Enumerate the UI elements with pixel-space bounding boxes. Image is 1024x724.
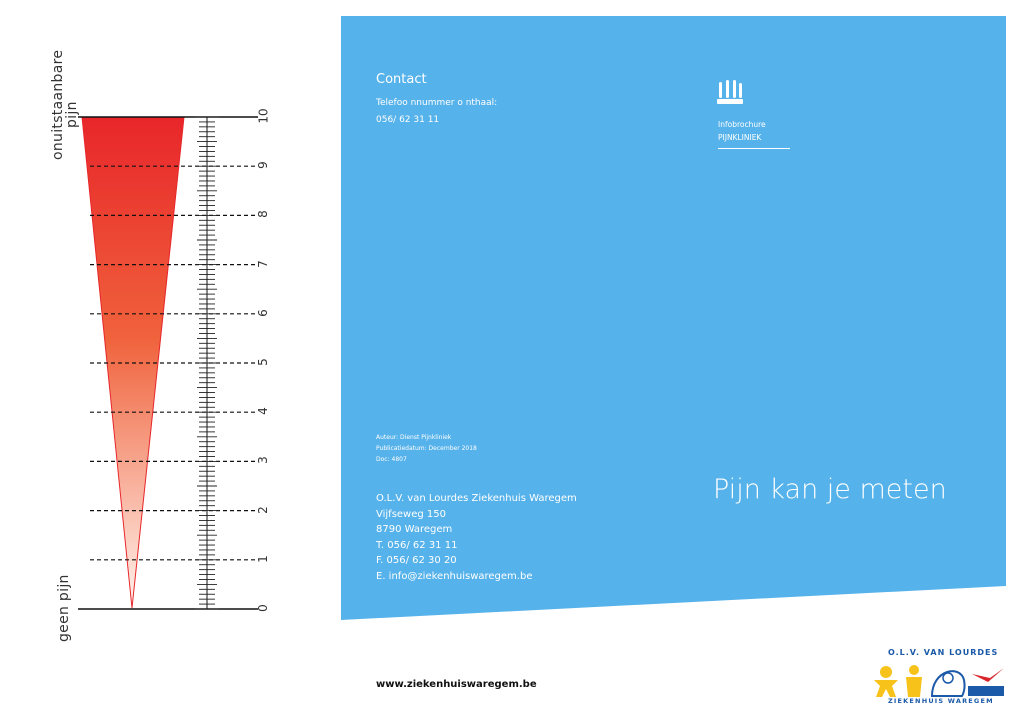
page-title: Pijn kan je meten: [713, 474, 947, 505]
scale-top-label: onuitstaanbare: [50, 49, 66, 160]
scale-tick-label: 5: [255, 358, 270, 366]
scale-tick-label: 1: [255, 554, 270, 563]
logo-subtitle: ZIEKENHUIS WAREGEM: [888, 697, 994, 705]
address-line: E. info@ziekenhuiswaregem.be: [376, 571, 533, 582]
brochure-department: PIJNKLINIEK: [718, 133, 762, 142]
website-link[interactable]: www.ziekenhuiswaregem.be: [376, 679, 537, 690]
address-line: 8790 Waregem: [376, 524, 453, 535]
scale-tick-label: 3: [255, 456, 270, 465]
scale-tick-label: 0: [255, 604, 270, 612]
contact-title: Contact: [376, 72, 427, 87]
scale-bottom-label: geen pijn: [56, 574, 72, 642]
phone-label: Telefoo nnummer o nthaal:: [376, 98, 498, 108]
address-line: T. 056/ 62 31 11: [376, 540, 458, 551]
address-line: O.L.V. van Lourdes Ziekenhuis Waregem: [376, 493, 577, 504]
publication-date: Publicatiedatum: December 2018: [376, 445, 477, 452]
scale-tick-label: 9: [255, 161, 270, 170]
address-line: F. 056/ 62 30 20: [376, 555, 457, 566]
scale-tick-label: 7: [255, 259, 270, 268]
hands-logo-icon: [716, 80, 744, 106]
hospital-logo-icon: [872, 660, 1008, 698]
scale-tick-label: 8: [255, 210, 270, 219]
scale-tick-label: 6: [255, 308, 270, 317]
brochure-type: Infobrochure: [718, 120, 766, 129]
scale-tick-label: 4: [255, 407, 270, 416]
doc-number: Doc: 4807: [376, 456, 407, 463]
author: Auteur: Dienst Pijnkliniek: [376, 434, 452, 441]
scale-top-label-2: pijn: [64, 101, 80, 128]
scale-tick-label: 2: [255, 505, 270, 514]
address-line: Vijfseweg 150: [376, 509, 447, 520]
scale-tick-label: 10: [256, 108, 271, 124]
logo-name: O.L.V. VAN LOURDES: [888, 648, 999, 657]
divider: [718, 148, 790, 149]
phone-number: 056/ 62 31 11: [376, 115, 440, 125]
